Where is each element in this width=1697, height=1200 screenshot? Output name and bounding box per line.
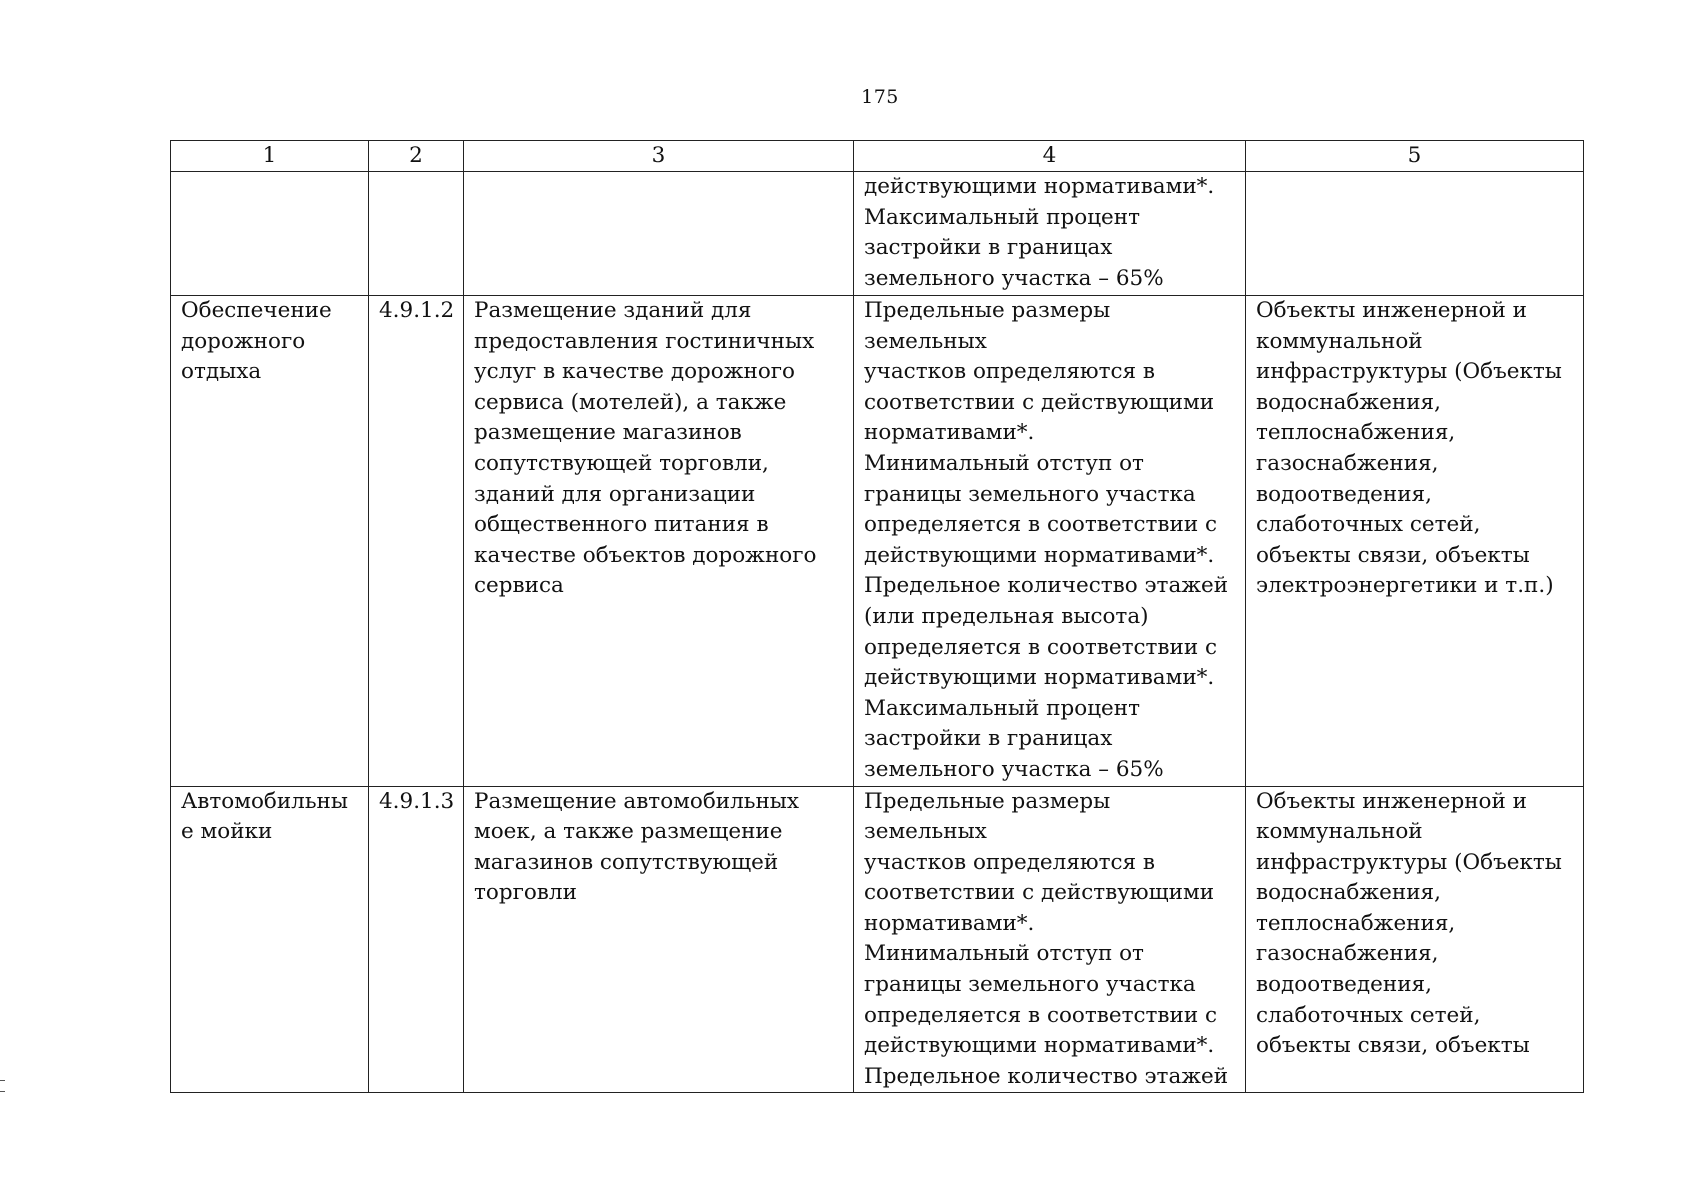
auxiliary-uses-cell: Объекты инженерной и коммунальной инфраструктуры (Объекты водоснабжения, теплоснабжения, газоснабжения, водоотведения, слаботочных сетей, объекты связи, объекты: [1246, 786, 1584, 1093]
table-header-row: [171, 141, 1584, 172]
use-description-cell: Размещение автомобильных моек, а также размещение магазинов сопутствующей торговли: [464, 786, 854, 1093]
use-description-cell: Размещение зданий для предоставления гостиничных услуг в качестве дорожного сервиса (мотелей), а также размещение магазинов сопутствующей торговли, зданий для организации общественного питания в качестве объектов дорожного сервиса: [464, 296, 854, 787]
column-header-4: 4: [854, 141, 1246, 172]
page-number: 175: [861, 86, 899, 108]
use-code-cell: 4.9.1.3: [369, 786, 464, 1093]
column-header-2: 2: [369, 141, 464, 172]
table-row: [171, 296, 1584, 787]
parameters-cell: Предельные размеры земельных участков определяются в соответствии с действующими нормативами*. Минимальный отступ от границы земельного участка определяется в соответствии с действующими нормативами*. Предельное количество этажей: [854, 786, 1246, 1093]
scan-margin-mark: [0, 1080, 5, 1092]
use-name-cell: Автомобильны е мойки: [171, 786, 369, 1093]
column-header-1: 1: [171, 141, 369, 172]
use-name-cell: [171, 172, 369, 296]
column-header-5: 5: [1246, 141, 1584, 172]
auxiliary-uses-cell: [1246, 172, 1584, 296]
zoning-table: [170, 140, 1584, 1093]
use-code-cell: [369, 172, 464, 296]
use-code-cell: 4.9.1.2: [369, 296, 464, 787]
table-row: [171, 786, 1584, 1093]
parameters-cell: действующими нормативами*. Максимальный процент застройки в границах земельного участка – 65%: [854, 172, 1246, 296]
use-name-cell: Обеспечение дорожного отдыха: [171, 296, 369, 787]
table-row-continued: [171, 172, 1584, 296]
parameters-cell: Предельные размеры земельных участков определяются в соответствии с действующими нормативами*. Минимальный отступ от границы земельного участка определяется в соответствии с действующими нормативами*. Предельное количество этажей (или предельная высота) определяется в соответствии с действующими нормативами*. Максимальный процент застройки в границах земельного участка – 65%: [854, 296, 1246, 787]
column-header-3: 3: [464, 141, 854, 172]
auxiliary-uses-cell: Объекты инженерной и коммунальной инфраструктуры (Объекты водоснабжения, теплоснабжения, газоснабжения, водоотведения, слаботочных сетей, объекты связи, объекты электроэнергетики и т.п.): [1246, 296, 1584, 787]
use-description-cell: [464, 172, 854, 296]
